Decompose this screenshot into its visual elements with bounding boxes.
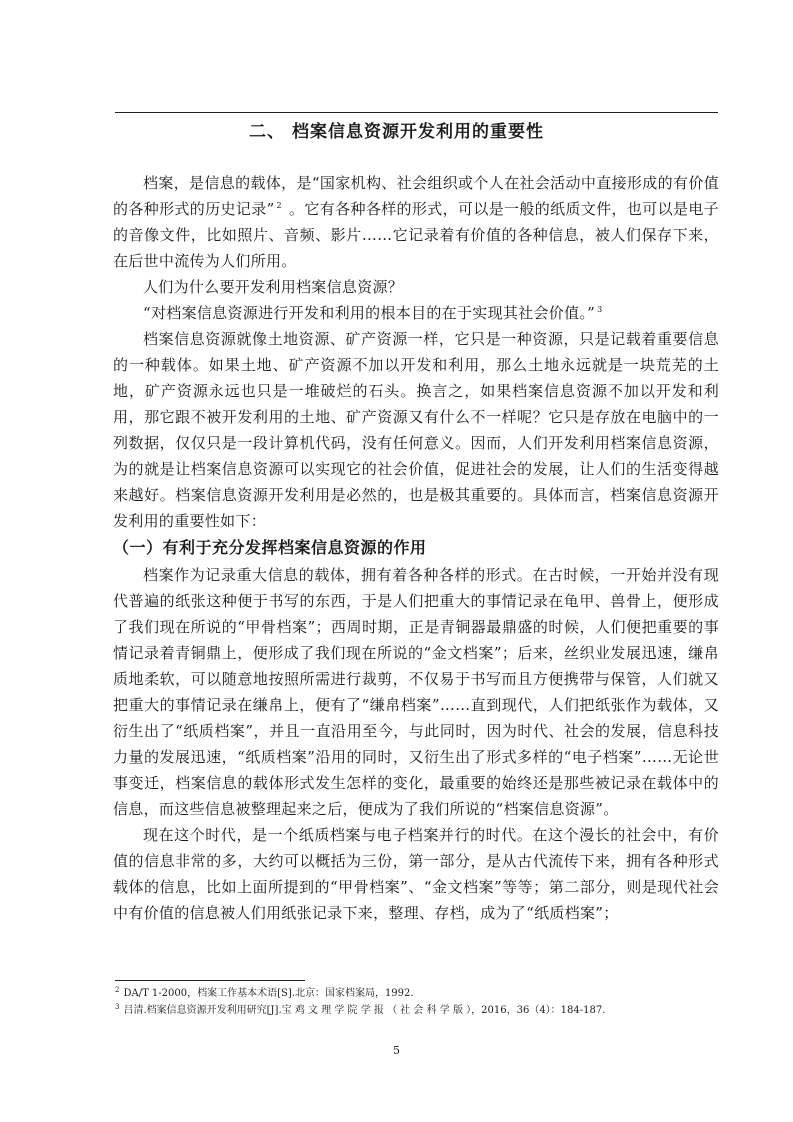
footnote-mark: 2	[115, 985, 120, 994]
page-number: 5	[393, 1044, 400, 1057]
footnote-text: DA/T 1-2000，档案工作基本术语[S].北京：国家档案局，1992.	[123, 988, 414, 999]
paragraph-1-text-a: 档案，是信息的载体，是“国家机构、社会组织或个人在社会活动中直接形成的有价值的各种形式的历史记录”	[113, 174, 719, 218]
paragraph-3	[113, 300, 719, 326]
header-rule	[115, 112, 718, 113]
subheading-1: （一）有利于充分发挥档案信息资源的作用	[113, 538, 427, 557]
footnote-text: 吕清.档案信息资源开发利用研究[J].宝 鸡 文 理 学 院 学 报 （ 社 会 科 学 版 ），2016，36（4）：184-187.	[123, 1005, 606, 1016]
footnote-2	[115, 985, 718, 1002]
paragraph-4: 档案信息资源就像土地资源、矿产资源一样，它只是一种资源，只是记载着重要信息的一种载体。如果土地、矿产资源不加以开发和利用，那么土地永远就是一块荒芜的土地，矿产资源永远也只是一堆破烂的石头。换言之，如果档案信息资源不加以开发和利用，那它跟不被开发利用的土地、矿产资源又有什么不一样呢？它只是存放在电脑中的一列数据，仅仅只是一段计算机代码，没有任何意义。因而，人们开发利用档案信息资源，为的就是让档案信息资源可以实现它的社会价值，促进社会的发展，让人们的生活变得越来越好。档案信息资源开发利用是必然的，也是极其重要的。具体而言，档案信息资源开发利用的重要性如下：	[113, 330, 719, 530]
paragraph-2: 人们为什么要开发利用档案信息资源？	[143, 278, 404, 296]
paragraph-3-text: “对档案信息资源进行开发和利用的根本目的在于实现其社会价值。”	[143, 304, 596, 322]
footnote-rule	[115, 980, 305, 981]
footnote-ref-3[interactable]: 3	[597, 305, 603, 314]
paragraph-1-text-b: 。它有各种各样的形式，可以是一般的纸质文件，也可以是电子的音像文件，比如照片、音频、影片……它记录着有价值的各种信息，被人们保存下来，在后世中流传为人们所用。	[113, 200, 719, 270]
footnote-mark: 3	[115, 1002, 120, 1011]
footnotes	[115, 985, 718, 1019]
paragraph-6: 现在这个时代，是一个纸质档案与电子档案并行的时代。在这个漫长的社会中，有价值的信息非常的多，大约可以概括为三份，第一部分，是从古代流传下来，拥有各种形式载体的信息，比如上面所提到的“甲骨档案”、“金文档案”等等；第二部分，则是现代社会中有价值的信息被人们用纸张记录下来，整理、存档，成为了“纸质档案”；	[113, 826, 719, 922]
paragraph-5: 档案作为记录重大信息的载体，拥有着各种各样的形式。在古时候，一开始并没有现代普遍的纸张这种便于书写的东西，于是人们把重大的事情记录在龟甲、兽骨上，便形成了我们现在所说的“甲骨档案”；西周时期，正是青铜器最鼎盛的时候，人们便把重要的事情记录着青铜鼎上，便形成了我们现在所说的“金文档案”；后来，丝织业发展迅速，缣帛质地柔软，可以随意地按照所需进行裁剪，不仅易于书写而且方便携带与保管，人们就又把重大的事情记录在缣帛上，便有了“缣帛档案”……直到现代，人们把纸张作为载体，又衍生出了“纸质档案”，并且一直沿用至今，与此同时，因为时代、社会的发展，信息科技力量的发展迅速，“纸质档案”沿用的同时，又衍生出了形式多样的“电子档案”……无论世事变迁，档案信息的载体形式发生怎样的变化，最重要的始终还是那些被记录在载体中的信息，而这些信息被整理起来之后，便成为了我们所说的“档案信息资源”。	[113, 566, 719, 818]
footnote-ref-2[interactable]: 2	[276, 201, 282, 210]
footnote-3	[115, 1002, 718, 1019]
section-title: 二、 档案信息资源开发利用的重要性	[249, 122, 544, 142]
paragraph-1	[113, 170, 719, 274]
document-body	[113, 170, 719, 926]
